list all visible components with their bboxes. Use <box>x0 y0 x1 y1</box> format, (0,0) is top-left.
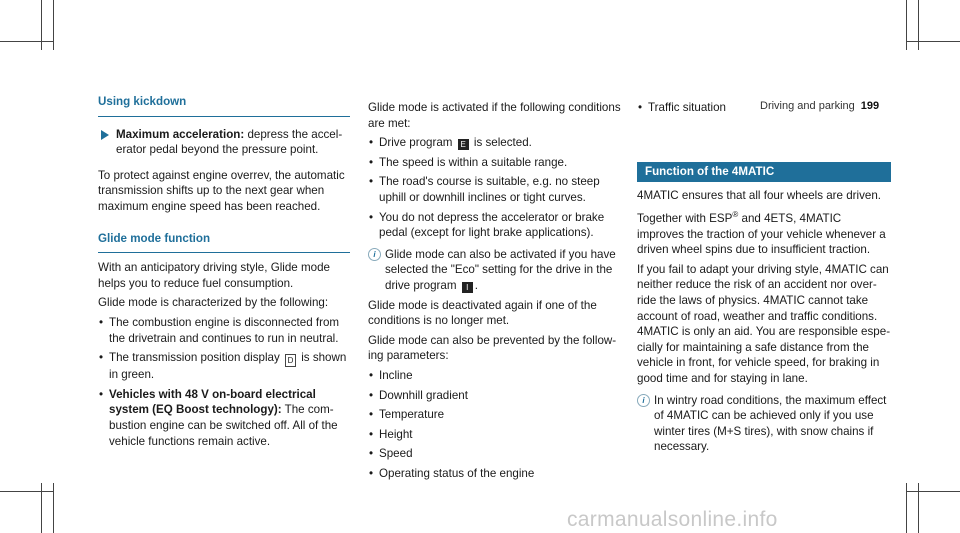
list-item: • Traffic situation <box>637 100 891 116</box>
list-item: • Incline <box>368 368 622 384</box>
paragraph: Together with ESP® and 4ETS, 4MATIC improves the traction of your vehicle whenever a driven wheel spins due to insufficient traction. <box>637 210 886 257</box>
paragraph: If you fail to adapt your driving style, 4MATIC can neither reduce the risk of an accident nor override the laws of physics. 4MATIC cannot take account of road, weather and traffic conditions. 4MATIC is only an aid. You are responsible especially for maintaining a safe distance from the vehicle in front, for vehicle speed, for braking in good time and for staying in lane. <box>637 262 891 385</box>
column-middle <box>368 100 622 485</box>
paragraph: Glide mode is activated if the following conditions are met: <box>368 101 621 130</box>
paragraph: Glide mode can also be prevented by the following parameters: <box>368 333 617 363</box>
paragraph: Glide mode is deactivated again if one of the conditions is no longer met. <box>368 298 597 328</box>
registered-mark: ® <box>732 210 739 220</box>
crop-mark <box>0 41 54 42</box>
heading-glide-mode: Glide mode function <box>98 231 350 254</box>
crop-mark <box>918 0 919 50</box>
crop-mark <box>906 491 960 492</box>
step-text: depress the accelerator pedal beyond the pressure point. <box>116 127 343 157</box>
list-item: • Vehicles with 48 V on-board electrical system (EQ Boost technology): The combustion engine can be switched off. All of the vehicle functions remain active. <box>98 387 350 449</box>
column-right <box>637 100 891 459</box>
list-item: • The combustion engine is disconnected from the drivetrain and continues to run in neutral. <box>98 315 350 346</box>
section-title: Driving and parking <box>760 100 855 112</box>
list-item: • You do not depress the accelerator or brake pedal (except for light brake applications). <box>368 210 622 241</box>
list-item: • Speed <box>368 446 622 462</box>
note: i Glide mode can also be activated if you have selected the "Eco" setting for the drive in the drive program I . <box>368 247 622 294</box>
list-item: • Operating status of the engine <box>368 466 622 482</box>
list-item: • Downhill gradient <box>368 388 622 404</box>
crop-mark <box>906 0 907 50</box>
crop-mark <box>53 0 54 50</box>
watermark: carmanualsonline.info <box>567 508 778 531</box>
drive-program-individual-icon: I <box>462 282 473 293</box>
page-number: 199 <box>860 100 880 112</box>
paragraph: To protect against engine overrev, the automatic transmission shifts up to the next gear when maximum engine speed has been reached. <box>98 168 345 213</box>
step-label: Maximum acceleration: <box>116 127 245 141</box>
column-left <box>98 94 350 453</box>
info-icon: i <box>368 248 381 261</box>
list-item: • The speed is within a suitable range. <box>368 155 622 171</box>
list-item: • Temperature <box>368 407 622 423</box>
crop-mark <box>41 0 42 50</box>
list-item: • Drive program E is selected. <box>368 135 622 151</box>
info-icon: i <box>637 394 650 407</box>
list-item: • The transmission position display D is shown in green. <box>98 350 350 383</box>
heading-using-kickdown: Using kickdown <box>98 94 350 117</box>
gear-d-icon: D <box>285 354 296 367</box>
section-banner: Function of the 4MATIC <box>637 162 891 182</box>
paragraph: With an anticipatory driving style, Glide mode helps you to reduce fuel consumption. <box>98 261 330 290</box>
note: i In wintry road conditions, the maximum effect of 4MATIC can be achieved only if you use winter tires (M+S tires), with snow chains if necessary. <box>637 393 891 455</box>
crop-mark <box>906 41 960 42</box>
paragraph: 4MATIC ensures that all four wheels are driven. <box>637 188 882 202</box>
drive-program-e-icon: E <box>458 139 469 150</box>
list-item: • Height <box>368 427 622 443</box>
crop-mark <box>0 491 54 492</box>
list-item: • The road's course is suitable, e.g. no steep uphill or downhill inclines or tight curves. <box>368 174 622 205</box>
instruction-step <box>98 127 350 158</box>
paragraph: Glide mode is characterized by the following: <box>98 296 329 310</box>
step-arrow-icon <box>101 130 109 140</box>
